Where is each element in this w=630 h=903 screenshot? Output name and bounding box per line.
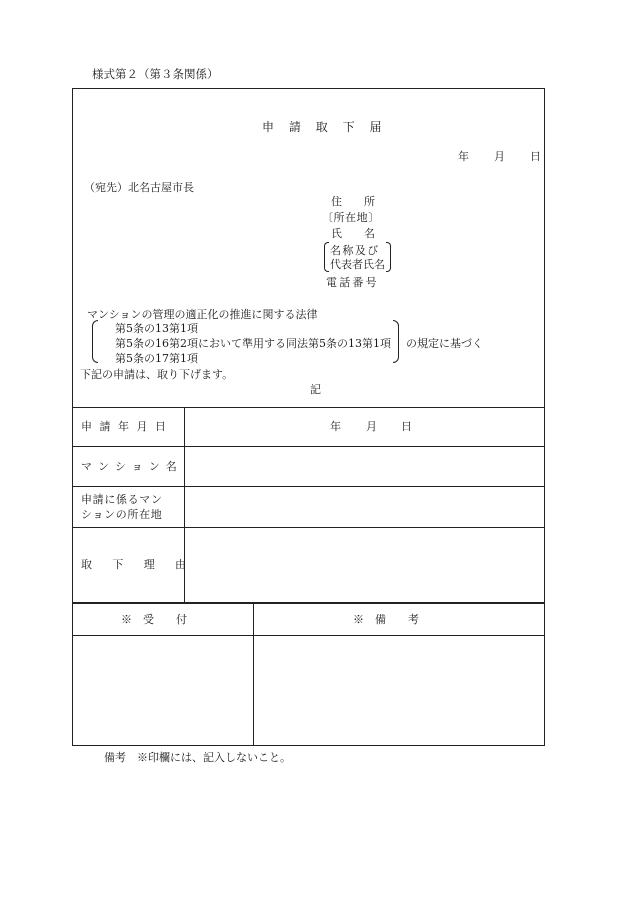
table-bottom-border	[72, 602, 545, 604]
applicant-address-alt-label: 〔所在地〕	[322, 211, 380, 224]
application-date-month: 月	[366, 420, 377, 433]
law-bracket-right	[393, 320, 399, 363]
remarks-label: ※ 備 考	[353, 613, 419, 626]
law-item-3: 第5条の17第1項	[115, 352, 198, 365]
office-column-divider	[253, 603, 254, 746]
location-label-line1: 申請に係るマン	[81, 493, 163, 506]
date-month-label: 月	[494, 150, 505, 163]
name-alt-bracket-left	[324, 242, 329, 272]
row-divider-2	[72, 486, 545, 487]
form-title: 申 請 取 下 届	[262, 120, 383, 134]
law-item-2: 第5条の16第2項において準用する同法第5条の13第1項	[115, 337, 391, 350]
applicant-address-label: 住 所	[331, 195, 375, 208]
law-item-1: 第5条の13第1項	[115, 322, 198, 335]
applicant-name-label: 氏 名	[331, 227, 375, 240]
date-day-label: 日	[530, 150, 541, 163]
application-date-day: 日	[401, 420, 412, 433]
table-top-border	[72, 407, 545, 408]
application-date-year: 年	[330, 420, 341, 433]
withdrawal-statement: 下記の申請は、取り下げます。	[80, 368, 234, 381]
applicant-phone-label: 電話番号	[326, 276, 379, 289]
applicant-name-alt-line2: 代表者氏名	[330, 258, 385, 271]
row-divider-3	[72, 527, 545, 528]
addressee: （宛先）北名古屋市長	[84, 181, 194, 194]
applicant-name-alt-line1: 名称及び	[330, 244, 380, 257]
ki-label: 記	[310, 383, 321, 396]
name-alt-bracket-right	[386, 242, 391, 272]
law-title: マンションの管理の適正化の推進に関する法律	[87, 308, 318, 321]
mansion-name-label: マンション名	[81, 460, 183, 473]
date-year-label: 年	[458, 150, 469, 163]
office-header-divider	[72, 635, 545, 636]
reception-label: ※ 受 付	[121, 613, 187, 626]
reason-label: 取下理由	[81, 558, 207, 571]
location-label-line2: ションの所在地	[81, 508, 163, 521]
application-date-label: 申請年月日	[81, 420, 174, 433]
footnote: 備考 ※印欄には、記入しないこと。	[104, 751, 291, 764]
law-suffix: の規定に基づく	[406, 337, 483, 350]
form-number: 様式第２（第３条関係）	[92, 67, 219, 81]
row-divider-1	[72, 446, 545, 447]
law-bracket-left	[92, 320, 98, 363]
label-column-divider	[184, 407, 185, 603]
